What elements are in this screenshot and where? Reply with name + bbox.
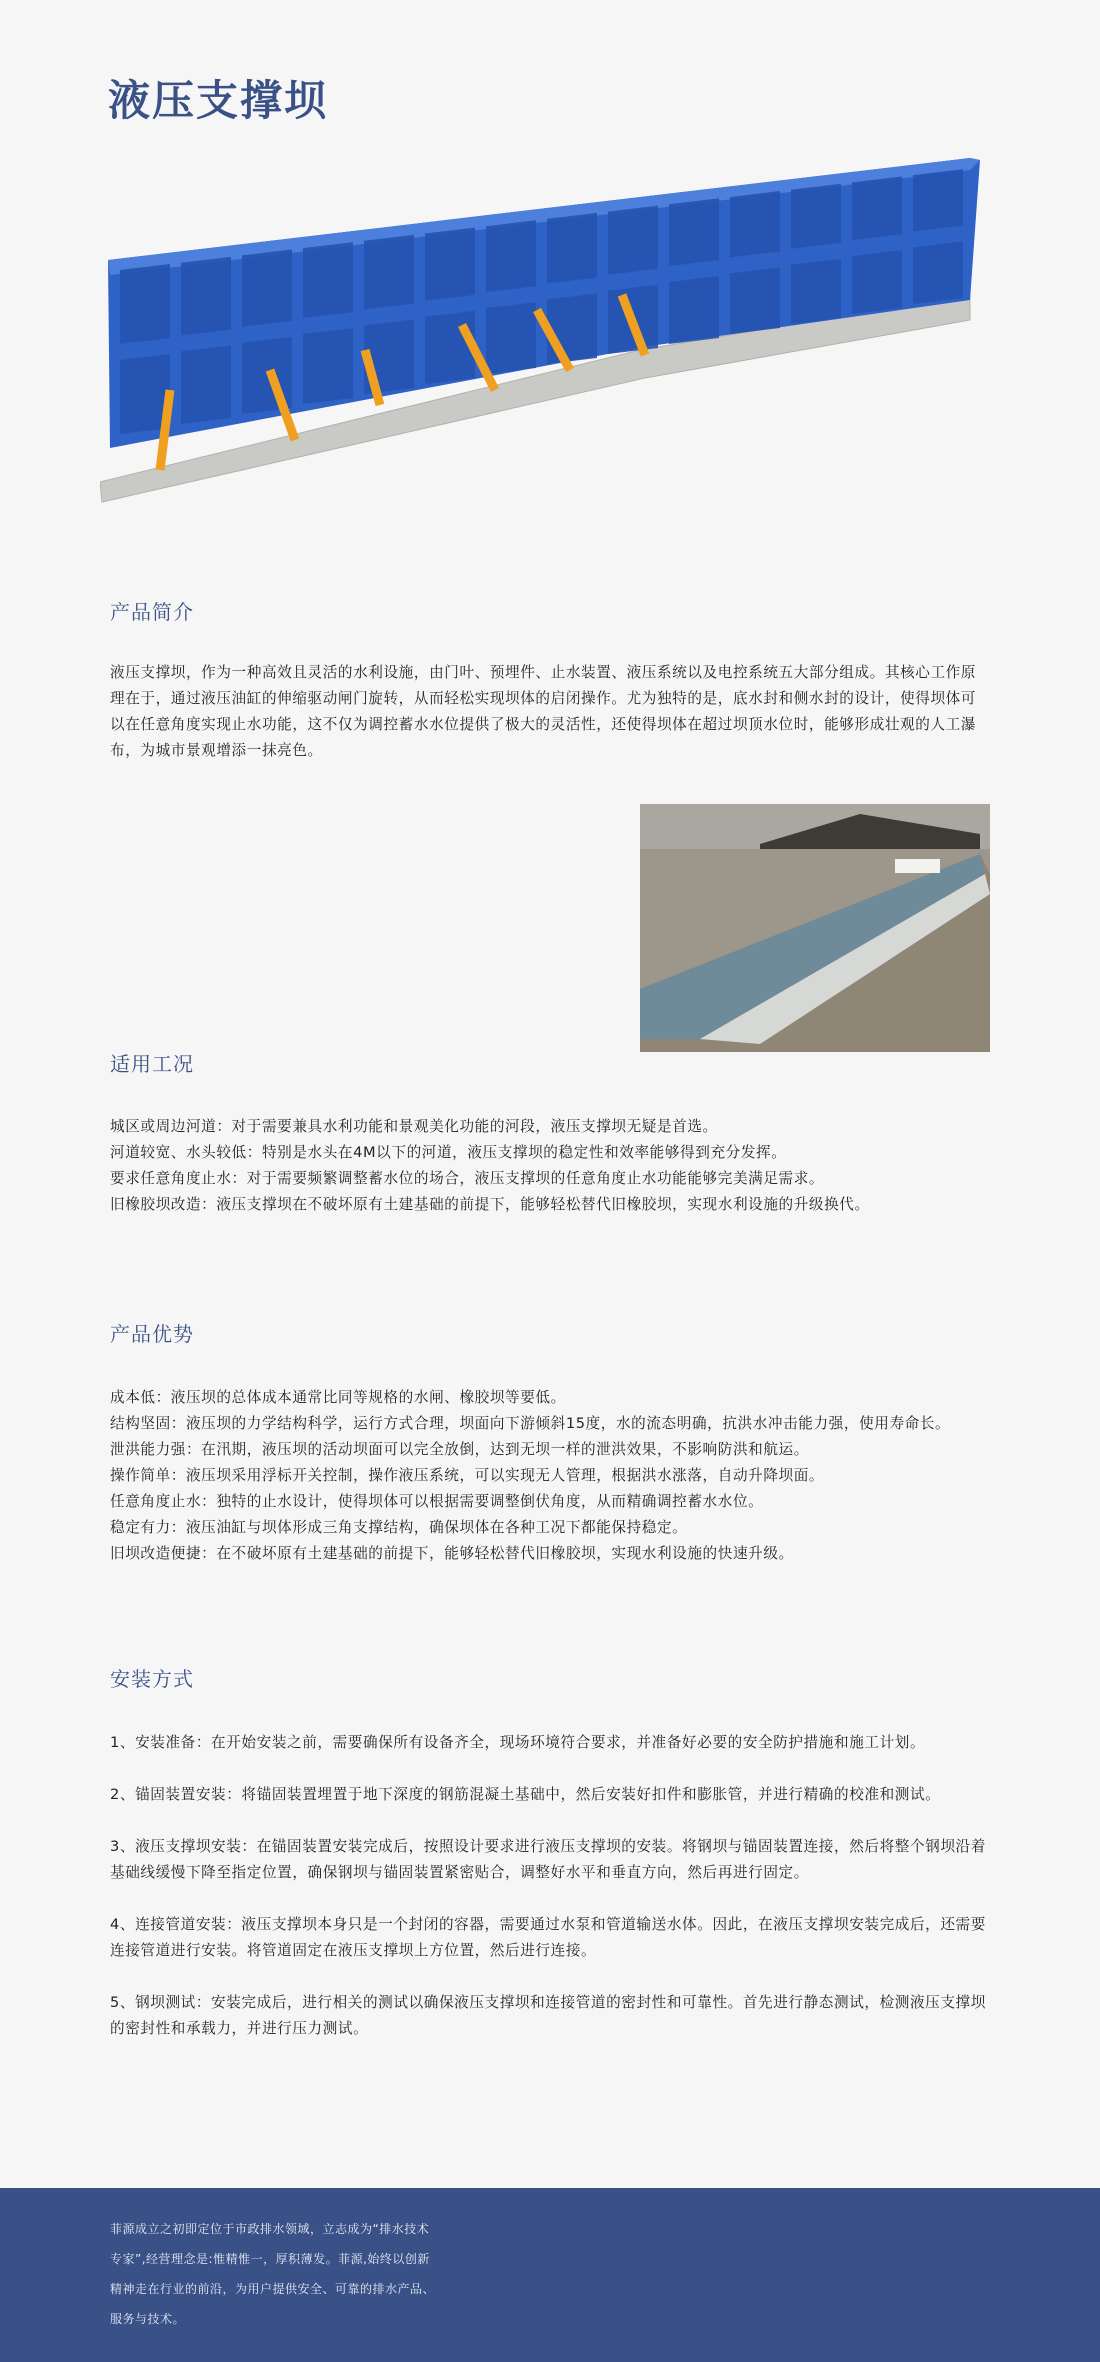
- dam-site-photo: [640, 804, 990, 1052]
- advantage-item: 操作简单：液压坝采用浮标开关控制，操作液压系统，可以实现无人管理，根据洪水涨落，自动升降坝面。: [110, 1467, 825, 1484]
- condition-item: 城区或周边河道：对于需要兼具水利功能和景观美化功能的河段，液压支撑坝无疑是首选。: [110, 1118, 718, 1135]
- dam-panel: [730, 191, 780, 258]
- advantage-item: 旧坝改造便捷：在不破坏原有土建基础的前提下，能够轻松替代旧橡胶坝，实现水利设施的快速升级。: [110, 1545, 794, 1562]
- conditions-list: [110, 1114, 990, 1218]
- footer-company-text: 菲源成立之初即定位于市政排水领域，立志成为“排水技术专家”,经营理念是:惟精惟一，厚积薄发。菲源,始终以创新精神走在行业的前沿，为用户提供安全、可靠的排水产品、服务与技术。: [110, 2222, 436, 2326]
- advantage-item: 泄洪能力强：在汛期，液压坝的活动坝面可以完全放倒，达到无坝一样的泄洪效果，不影响防洪和航运。: [110, 1441, 809, 1458]
- dam-panel: [181, 257, 231, 336]
- dam-panel: [852, 250, 902, 314]
- dam-panel: [486, 220, 536, 292]
- advantage-item: 结构坚固：液压坝的力学结构科学，运行方式合理，坝面向下游倾斜15度，水的流态明确，抗洪水冲击能力强，使用寿命长。: [110, 1415, 951, 1432]
- dam-panel: [913, 242, 963, 304]
- page-title: 液压支撑坝: [108, 76, 329, 125]
- advantages-list: [110, 1385, 990, 1567]
- dam-panel: [852, 176, 902, 240]
- dam-panel: [547, 293, 597, 364]
- install-step: 3、液压支撑坝安装：在锚固装置安装完成后，按照设计要求进行液压支撑坝的安装。将钢坝与锚固装置连接，然后将整个钢坝沿着基础线缓慢下降至指定位置，确保钢坝与锚固装置紧密贴合，调整好水平和垂直方向，然后再进行固定。: [110, 1838, 986, 1881]
- dam-panel: [730, 268, 780, 335]
- dam-panel: [791, 184, 841, 249]
- condition-item: 要求任意角度止水：对于需要频繁调整蓄水位的场合，液压支撑坝的任意角度止水功能能够完美满足需求。: [110, 1170, 825, 1187]
- dam-panel: [669, 276, 719, 344]
- dam-panel: [303, 328, 353, 404]
- dam-panel: [364, 235, 414, 310]
- footer: [0, 2188, 1100, 2362]
- install-step: 5、钢坝测试：安装完成后，进行相关的测试以确保液压支撑坝和连接管道的密封性和可靠性。首先进行静态测试，检测液压支撑坝的密封性和承载力，并进行压力测试。: [110, 1994, 986, 2037]
- install-steps: [110, 1730, 990, 2068]
- dam-panel: [486, 302, 536, 374]
- install-step: 1、安装准备：在开始安装之前，需要确保所有设备齐全，现场环境符合要求，并准备好必要的安全防护措施和施工计划。: [110, 1734, 926, 1751]
- section-heading-advantages: 产品优势: [110, 1322, 194, 1346]
- hydraulic-dam-product-image: [100, 150, 1000, 510]
- dam-panel: [181, 345, 231, 424]
- advantage-item: 任意角度止水：独特的止水设计，使得坝体可以根据需要调整倒伏角度，从而精确调控蓄水水位。: [110, 1493, 764, 1510]
- condition-item: 河道较宽、水头较低：特别是水头在4M以下的河道，液压支撑坝的稳定性和效率能够得到充分发挥。: [110, 1144, 787, 1161]
- dam-panel: [120, 264, 170, 344]
- dam-panel: [669, 198, 719, 266]
- dam-panel: [608, 206, 658, 275]
- dam-panel: [425, 228, 475, 301]
- advantage-item: 成本低：液压坝的总体成本通常比同等规格的水闸、橡胶坝等要低。: [110, 1389, 566, 1406]
- install-step: 4、连接管道安装：液压支撑坝本身只是一个封闭的容器，需要通过水泵和管道输送水体。因此，在液压支撑坝安装完成后，还需要连接管道进行安装。将管道固定在液压支撑坝上方位置，然后进行连接。: [110, 1916, 986, 1959]
- dam-panel: [242, 249, 292, 326]
- dam-panel: [425, 311, 475, 384]
- install-step: 2、锚固装置安装：将锚固装置埋置于地下深度的钢筋混凝土基础中，然后安装好扣件和膨胀管，并进行精确的校准和测试。: [110, 1786, 941, 1803]
- dam-panel: [913, 169, 963, 231]
- dam-panel: [303, 242, 353, 318]
- section-heading-conditions: 适用工况: [110, 1052, 194, 1076]
- intro-paragraph: 液压支撑坝，作为一种高效且灵活的水利设施，由门叶、预埋件、止水装置、液压系统以及电控系统五大部分组成。其核心工作原理在于，通过液压油缸的伸缩驱动闸门旋转，从而轻松实现坝体的启闭操作。尤为独特的是，底水封和侧水封的设计，使得坝体可以在任意角度实现止水功能，这不仅为调控蓄水水位提供了极大的灵活性，还使得坝体在超过坝顶水位时，能够形成壮观的人工瀑布，为城市景观增添一抹亮色。: [110, 664, 977, 759]
- dam-panel: [547, 213, 597, 284]
- intro-text: [110, 660, 990, 764]
- section-heading-install: 安装方式: [110, 1667, 194, 1691]
- section-heading-intro: 产品简介: [110, 600, 194, 624]
- dam-panel: [791, 259, 841, 324]
- condition-item: 旧橡胶坝改造：液压支撑坝在不破坏原有土建基础的前提下，能够轻松替代旧橡胶坝，实现水利设施的升级换代。: [110, 1196, 870, 1213]
- advantage-item: 稳定有力：液压油缸与坝体形成三角支撑结构，确保坝体在各种工况下都能保持稳定。: [110, 1519, 688, 1536]
